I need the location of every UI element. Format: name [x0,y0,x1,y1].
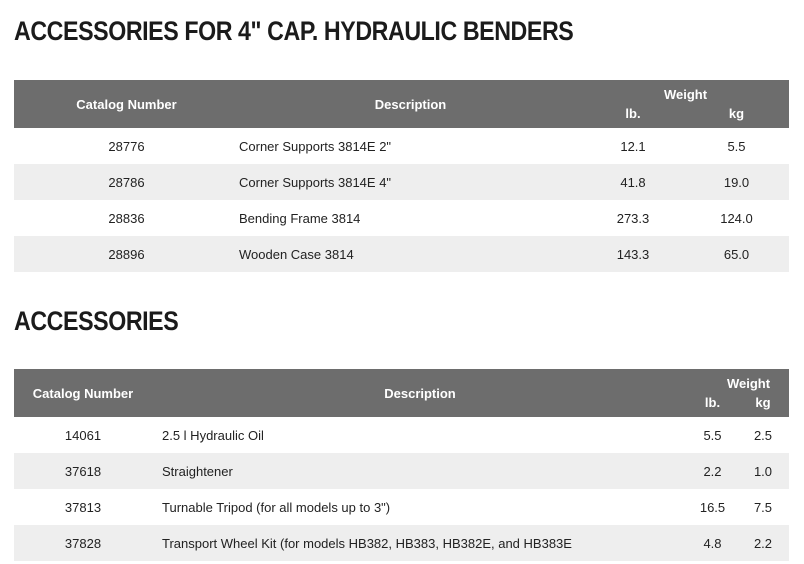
weight-kg-cell: 7.5 [753,499,773,515]
weight-kg-cell: 2.2 [737,525,789,561]
header-description: Description [152,369,688,417]
description-cell: Turnable Tripod (for all models up to 3") [162,499,391,515]
catalog-number-cell: 28836 [108,210,145,226]
description-cell: Wooden Case 3814 [239,236,582,272]
weight-lb-cell: 12.1 [620,138,646,154]
catalog-number-cell: 37828 [14,525,152,561]
table-row [14,164,789,200]
catalog-number-cell: 14061 [64,427,102,443]
catalog-number-cell: 28896 [14,236,239,272]
accessories-table [14,369,789,561]
weight-kg-cell: 65.0 [684,236,789,272]
weight-lb-cell: 5.5 [703,427,722,443]
table-row [14,200,789,236]
description-cell: Corner Supports 3814E 2" [239,138,392,154]
table-row [14,417,789,453]
catalog-number-cell: 37813 [64,499,102,515]
header-weight: Weight [582,80,789,104]
table-row [14,128,789,164]
header-lb: lb. [582,104,684,128]
weight-kg-cell: 124.0 [720,210,753,226]
weight-kg-cell: 19.0 [684,164,789,200]
header-kg: kg [684,104,789,128]
weight-kg-cell: 1.0 [737,453,789,489]
table-row [14,525,789,561]
header-lb: lb. [688,393,737,417]
weight-lb-cell: 273.3 [616,210,650,226]
description-cell: Corner Supports 3814E 4" [239,164,582,200]
weight-lb-cell: 143.3 [582,236,684,272]
table-row [14,236,789,272]
description-cell: Transport Wheel Kit (for models HB382, HB383, HB382E, and HB383E [152,525,688,561]
catalog-number-cell: 37618 [14,453,152,489]
weight-kg-cell: 5.5 [727,138,746,154]
description-cell: Bending Frame 3814 [239,210,361,226]
weight-lb-cell: 2.2 [688,453,737,489]
section-title-hydraulic-benders: ACCESSORIES FOR 4" CAP. HYDRAULIC BENDERS [14,16,574,46]
description-cell: Straightener [152,453,688,489]
header-kg: kg [737,393,789,417]
section-title-accessories: ACCESSORIES [14,306,179,336]
header-description: Description [239,80,582,128]
header-weight: Weight [688,369,789,393]
accessories-4in-benders-table [14,80,789,272]
catalog-number-cell: 28786 [14,164,239,200]
weight-lb-cell: 16.5 [699,499,726,515]
table-row [14,453,789,489]
weight-kg-cell: 2.5 [753,427,773,443]
catalog-number-cell: 28776 [108,138,145,154]
header-catalog-number: Catalog Number [14,80,239,128]
table-row [14,489,789,525]
description-cell: 2.5 l Hydraulic Oil [162,427,264,443]
weight-lb-cell: 4.8 [688,525,737,561]
header-catalog-number: Catalog Number [14,369,152,417]
weight-lb-cell: 41.8 [582,164,684,200]
